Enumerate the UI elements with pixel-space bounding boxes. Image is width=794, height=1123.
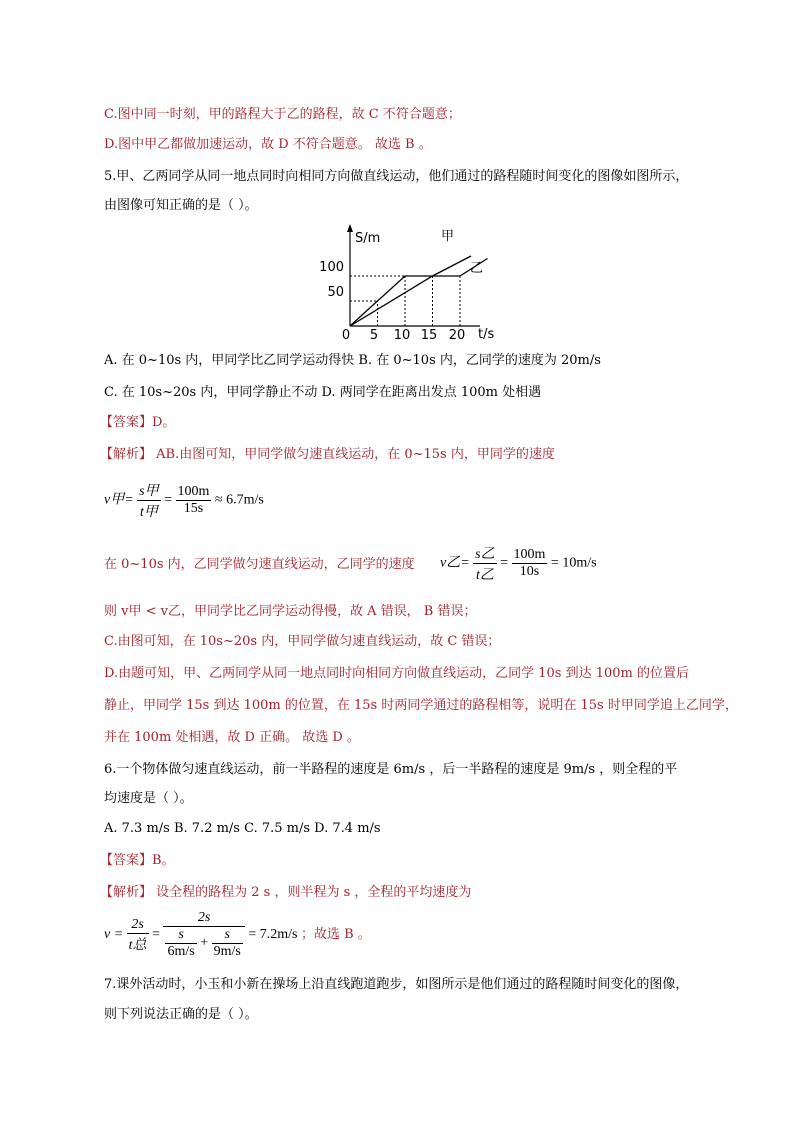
q5-explanation-6: 静止，甲同学 15s 到达 100m 的位置，在 15s 时两同学通过的路程相等，说明在 15s 时甲同学追上乙同学， [104,698,738,713]
x-tick-20: 20 [448,328,466,343]
question-6-text-2: 均速度是（ ）。 [104,791,193,806]
q6-options: A. 7.3 m/s B. 7.2 m/s C. 7.5 m/s D. 7.4 m/s [104,821,381,836]
q5-explanation-3: 则 v甲 < v乙，甲同学比乙同学运动得慢，故 A 错误， B 错误； [104,604,477,619]
y-tick-100: 100 [319,260,344,275]
y-axis-arrow [347,224,353,232]
formula-v-jia: v甲= $\frac{\text{s甲}}{\text{t甲}}$ = $\frac{100m}{15s}$ ≈ 6.7m/s [104,480,264,521]
option-d-line: D.图中甲乙都做加速运动，故 D 不符合题意。 故选 B 。 [104,137,432,152]
y-tick-50: 50 [327,285,344,300]
distance-time-chart [300,222,520,344]
formula-v-yi: v乙= $\frac{\text{s乙}}{\text{t乙}}$ = $\frac{100m}{10s}$ = 10m/s [440,543,597,584]
option-c-line: C.图中同一时刻，甲的路程大于乙的路程，故 C 不符合题意； [104,107,461,122]
q5-options-2: C. 在 10s~20s 内，甲同学静止不动 D. 两同学在距离出发点 100m 处相遇 [104,385,542,400]
q5-answer: 【答案】D。 [100,415,176,430]
q5-explanation-5: D.由题可知，甲、乙两同学从同一地点同时向相同方向做直线运动，乙同学 10s 到达 100m 的位置后 [104,666,689,681]
q5-options-1: A. 在 0~10s 内，甲同学比乙同学运动得快 B. 在 0~10s 内，乙同学的速度为 20m/s [104,353,601,368]
question-7-text-2: 则下列说法正确的是（ ）。 [104,1007,258,1022]
x-tick-15: 15 [420,328,438,343]
x-tick-0: 0 [341,328,351,343]
formula-average-speed: v = $\frac{2s}{\text{t总}}$ = 2s $\frac{s}{6m/s}$ + $\frac{s}{9m/s}$ = 7.2m/s ；故选 B 。 [104,910,371,959]
q5-explanation-2: 在 0~10s 内，乙同学做匀速直线运动，乙同学的速度 [104,557,415,572]
question-5-text: 5.甲、乙两同学从同一地点同时向相同方向做直线运动，他们通过的路程随时间变化的图像如图所示， [104,169,689,184]
x-axis-label: t/s [478,327,495,342]
y-axis-label: S/m [355,231,381,246]
series-label-jia: 甲 [441,229,455,244]
q6-explanation: 【解析】 设全程的路程为 2 s ，则半程为 s ，全程的平均速度为 [100,885,472,900]
question-7-text: 7.课外活动时，小玉和小新在操场上沿直线跑道跑步，如图所示是他们通过的路程随时间变化的图像， [104,977,689,992]
q5-explanation-1: 【解析】 AB.由图可知，甲同学做匀速直线运动，在 0~15s 内，甲同学的速度 [100,447,555,462]
x-tick-10: 10 [393,328,411,343]
series-line-1 [350,259,488,327]
q5-explanation-4: C.由图可知，在 10s~20s 内，甲同学做匀速直线运动，故 C 错误； [104,634,501,649]
question-6-text: 6.一个物体做匀速直线运动，前一半路程的速度是 6m/s ，后一半路程的速度是 9m/s ，则全程的平 [104,762,678,777]
x-tick-5: 5 [369,328,379,343]
question-5-text-2: 由图像可知正确的是（ ）。 [104,198,258,213]
series-label-yi: 乙 [470,261,484,276]
q5-explanation-7: 并在 100m 处相遇，故 D 正确。 故选 D 。 [104,730,360,745]
q6-answer: 【答案】B。 [100,853,175,868]
series-line-0 [350,256,471,326]
